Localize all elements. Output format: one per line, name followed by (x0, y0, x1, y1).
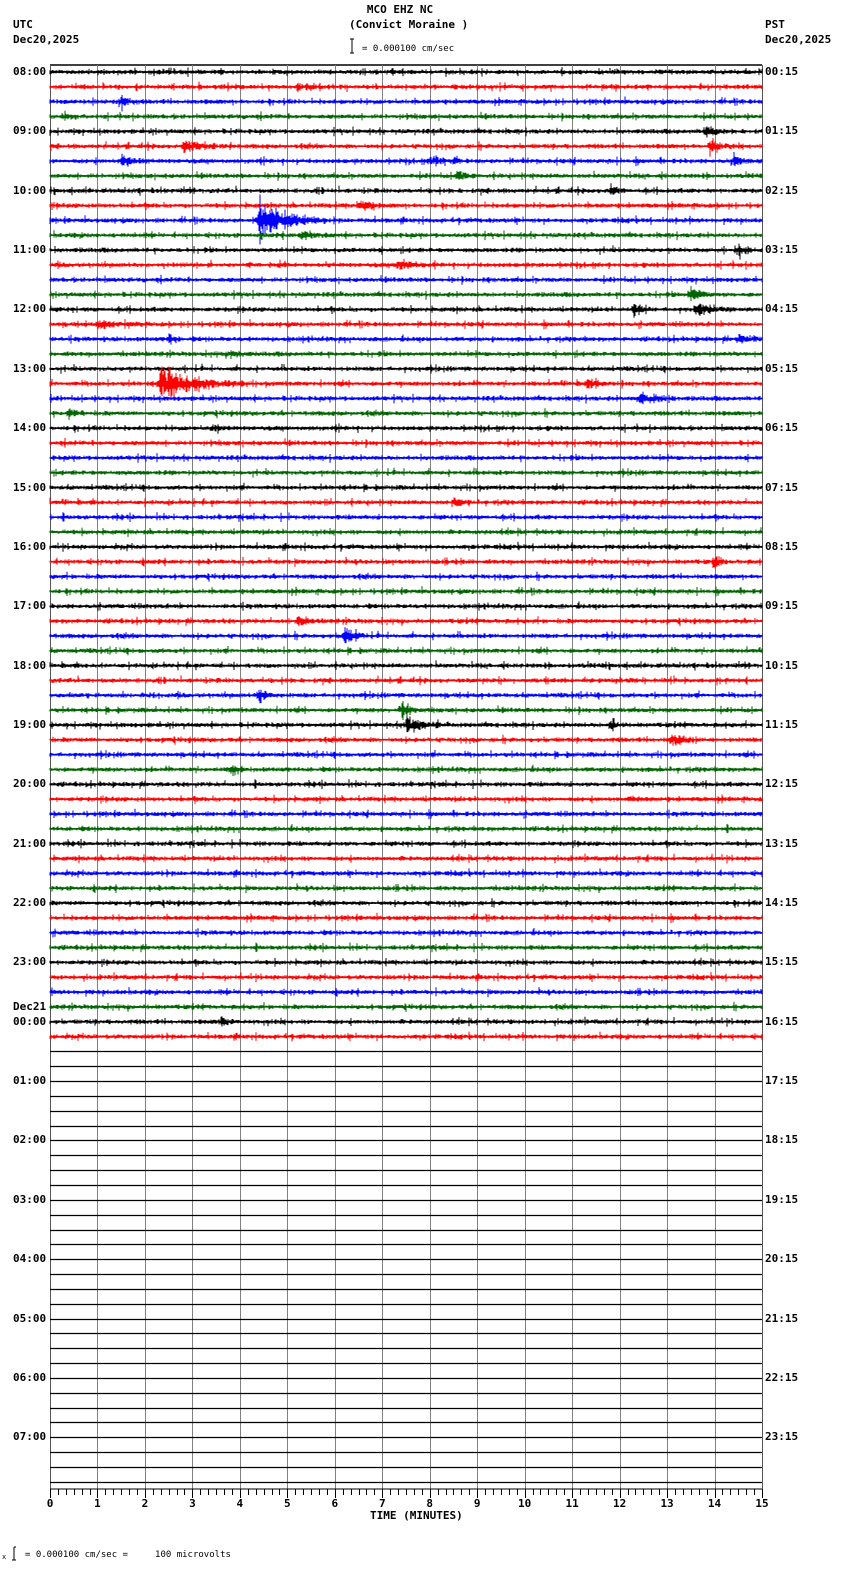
pst-hour-label: 09:15 (765, 599, 799, 613)
x-tick-label: 0 (46, 1497, 54, 1510)
pst-hour-label: 23:15 (765, 1430, 799, 1444)
pst-hour-label: 21:15 (765, 1311, 799, 1325)
seismic-trace (50, 690, 762, 704)
x-tick-label: 7 (378, 1497, 386, 1510)
utc-hour-label: 23:00 (13, 955, 47, 969)
utc-hour-label: 17:00 (13, 599, 47, 613)
x-axis (50, 1489, 763, 1498)
left-timezone: UTC (13, 18, 33, 31)
pst-hour-label: 19:15 (765, 1192, 799, 1206)
utc-hour-label: 10:00 (13, 183, 47, 197)
pst-hour-label: 18:15 (765, 1133, 799, 1147)
scale-label: = 0.000100 cm/sec (362, 44, 455, 54)
utc-hour-label: 00:00 (13, 1014, 47, 1028)
pst-hour-label: 06:15 (765, 421, 799, 435)
utc-hour-label: 07:00 (13, 1430, 47, 1444)
x-axis-title: TIME (MINUTES) (370, 1509, 463, 1522)
x-tick-label: 4 (236, 1497, 244, 1510)
utc-hour-label: 20:00 (13, 777, 47, 791)
x-tick-label: 5 (284, 1497, 291, 1510)
x-tick-label: 14 (707, 1497, 722, 1510)
pst-hour-label: 05:15 (765, 361, 799, 375)
pst-hour-label: 02:15 (765, 183, 799, 197)
seismic-trace (50, 304, 762, 318)
utc-hour-label: 14:00 (13, 421, 47, 435)
footer-scale-text: = 0.000100 cm/sec = 100 microvolts (25, 1550, 231, 1560)
pst-hour-label: 11:15 (765, 717, 799, 731)
utc-hour-label: 04:00 (13, 1252, 47, 1266)
footer-prefix: x (2, 1553, 7, 1561)
utc-hour-label: 09:00 (13, 124, 47, 138)
footer-scale-bar-icon (12, 1547, 16, 1560)
pst-hour-label: 17:15 (765, 1074, 799, 1088)
utc-hour-label: 08:00 (13, 65, 47, 78)
x-tick-label: 3 (189, 1497, 196, 1510)
pst-hour-label: 20:15 (765, 1252, 799, 1266)
utc-hour-label: 21:00 (13, 836, 47, 850)
x-tick-label: 10 (518, 1497, 532, 1510)
x-tick-label: 1 (94, 1497, 101, 1510)
pst-hour-label: 16:15 (765, 1014, 799, 1028)
pst-hour-label: 04:15 (765, 302, 799, 316)
seismic-trace (50, 95, 762, 111)
date-change-label: Dec21 (13, 999, 47, 1013)
utc-hour-label: 03:00 (13, 1192, 47, 1206)
station-title: MCO EHZ NC (366, 3, 434, 16)
seismic-trace (50, 408, 762, 420)
seismic-trace (50, 152, 762, 167)
seismic-trace (50, 367, 762, 398)
utc-hour-label: 16:00 (13, 539, 47, 553)
utc-hour-label: 15:00 (13, 480, 47, 494)
pst-hour-label: 08:15 (765, 539, 799, 553)
utc-hour-label: 13:00 (13, 361, 47, 375)
pst-hour-label: 07:15 (765, 480, 799, 494)
utc-hour-label: 22:00 (13, 896, 47, 910)
seismic-trace (50, 286, 762, 301)
seismic-trace (50, 627, 762, 643)
pst-hour-label: 15:15 (765, 955, 799, 969)
seismic-trace (50, 244, 762, 260)
pst-hour-label: 14:15 (765, 896, 799, 910)
pst-hour-label: 22:15 (765, 1370, 799, 1384)
pst-hour-label: 01:15 (765, 124, 799, 138)
pst-hour-label: 10:15 (765, 658, 799, 672)
utc-hour-label: 06:00 (13, 1370, 47, 1384)
pst-hour-label: 12:15 (765, 777, 799, 791)
pst-hour-label: 00:15 (765, 65, 799, 78)
right-date: Dec20,2025 (765, 33, 832, 46)
utc-hour-label: 11:00 (13, 243, 47, 257)
utc-hour-label: 01:00 (13, 1074, 47, 1088)
trace-rows (50, 67, 762, 1482)
x-tick-label: 9 (473, 1497, 481, 1510)
utc-hour-label: 12:00 (13, 302, 47, 316)
x-tick-label: 11 (565, 1497, 579, 1510)
pst-hour-label: 13:15 (765, 836, 799, 850)
left-date: Dec20,2025 (13, 33, 80, 46)
x-tick-label: 15 (755, 1497, 769, 1510)
right-timezone: PST (765, 18, 785, 31)
site-name: (Convict Moraine ) (349, 18, 469, 31)
x-tick-label: 6 (331, 1497, 339, 1510)
scale-bar-icon (350, 39, 354, 53)
pst-hour-label: 03:15 (765, 243, 799, 257)
utc-hour-label: 19:00 (13, 717, 47, 731)
x-tick-label: 2 (141, 1497, 149, 1510)
x-tick-label: 12 (612, 1497, 627, 1510)
utc-hour-label: 02:00 (13, 1133, 47, 1147)
seismic-trace (50, 195, 762, 245)
utc-hour-label: 18:00 (13, 658, 47, 672)
x-tick-label: 13 (660, 1497, 674, 1510)
seismic-trace (50, 765, 762, 776)
utc-hour-label: 05:00 (13, 1311, 47, 1325)
x-tick-label: 8 (426, 1497, 434, 1510)
seismic-trace (50, 183, 762, 196)
seismic-trace (50, 138, 762, 157)
